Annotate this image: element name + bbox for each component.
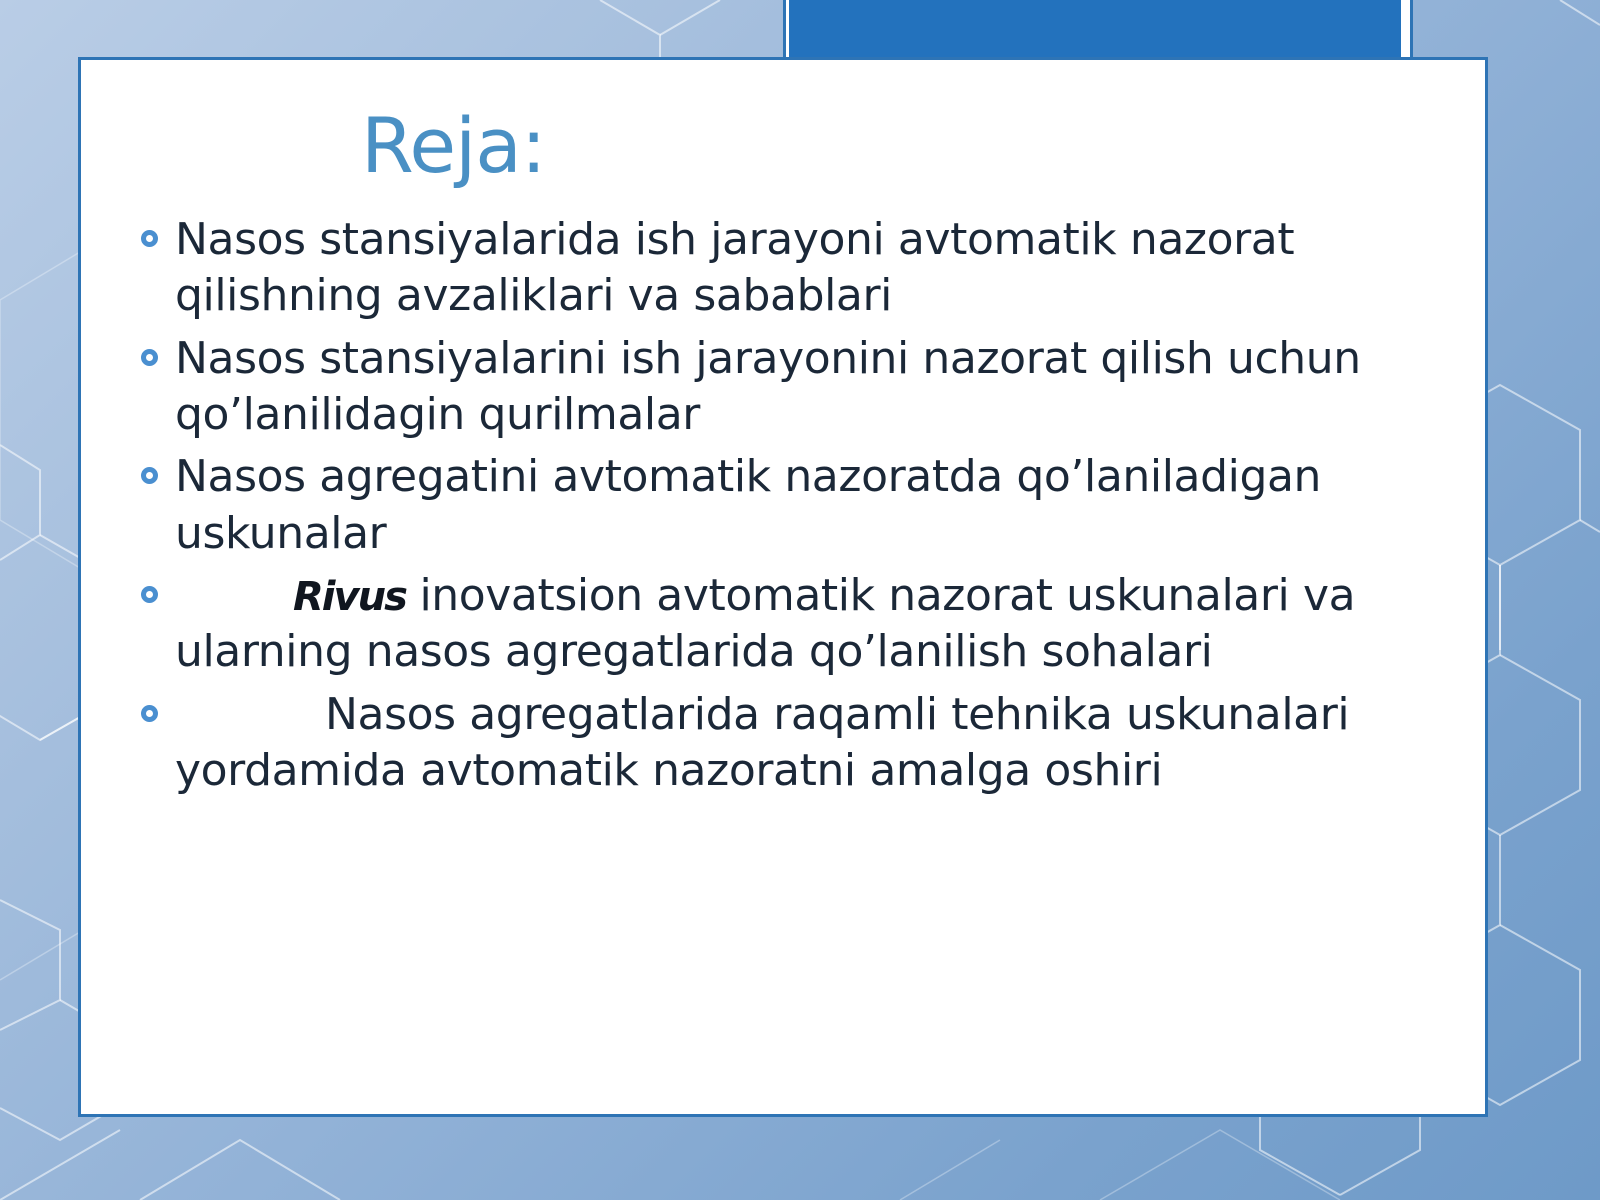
list-item xyxy=(123,449,1453,562)
list-item-text: Nasos agregatlarida raqamli tehnika uskunalari yordamida avtomatik nazoratni amalga oshiri xyxy=(175,688,1350,796)
list-item xyxy=(123,568,1453,681)
page-title: Reja: xyxy=(361,101,546,190)
list-item-text-rest: inovatsion avtomatik nazorat uskunalari va ularning nasos agregatlarida qo’lanilish sohalari xyxy=(175,569,1356,678)
circle-bullet-icon xyxy=(141,349,158,366)
brand-name: Rivus xyxy=(293,573,406,620)
content-panel xyxy=(78,57,1488,1117)
circle-bullet-icon xyxy=(141,586,158,603)
list-item xyxy=(123,212,1453,325)
list-item xyxy=(123,687,1453,800)
bullet-marker xyxy=(123,568,175,607)
list-item-text: Nasos stansiyalarida ish jarayoni avtomatik nazorat qilishning avzaliklari va sabablari xyxy=(175,214,1295,322)
list-item-text: Nasos agregatini avtomatik nazoratda qo’laniladigan uskunalar xyxy=(175,451,1322,559)
bullet-marker xyxy=(123,212,175,251)
bullet-marker xyxy=(123,687,175,726)
circle-bullet-icon xyxy=(141,705,158,722)
list-item xyxy=(123,331,1453,444)
circle-bullet-icon xyxy=(141,467,158,484)
list-item-text xyxy=(175,568,1453,681)
bullet-marker xyxy=(123,449,175,488)
bullet-marker xyxy=(123,331,175,370)
bullet-list xyxy=(123,212,1453,805)
list-item-text: Nasos stansiyalarini ish jarayonini nazorat qilish uchun qo’lanilidagin qurilmalar xyxy=(175,332,1361,440)
circle-bullet-icon xyxy=(141,230,158,247)
